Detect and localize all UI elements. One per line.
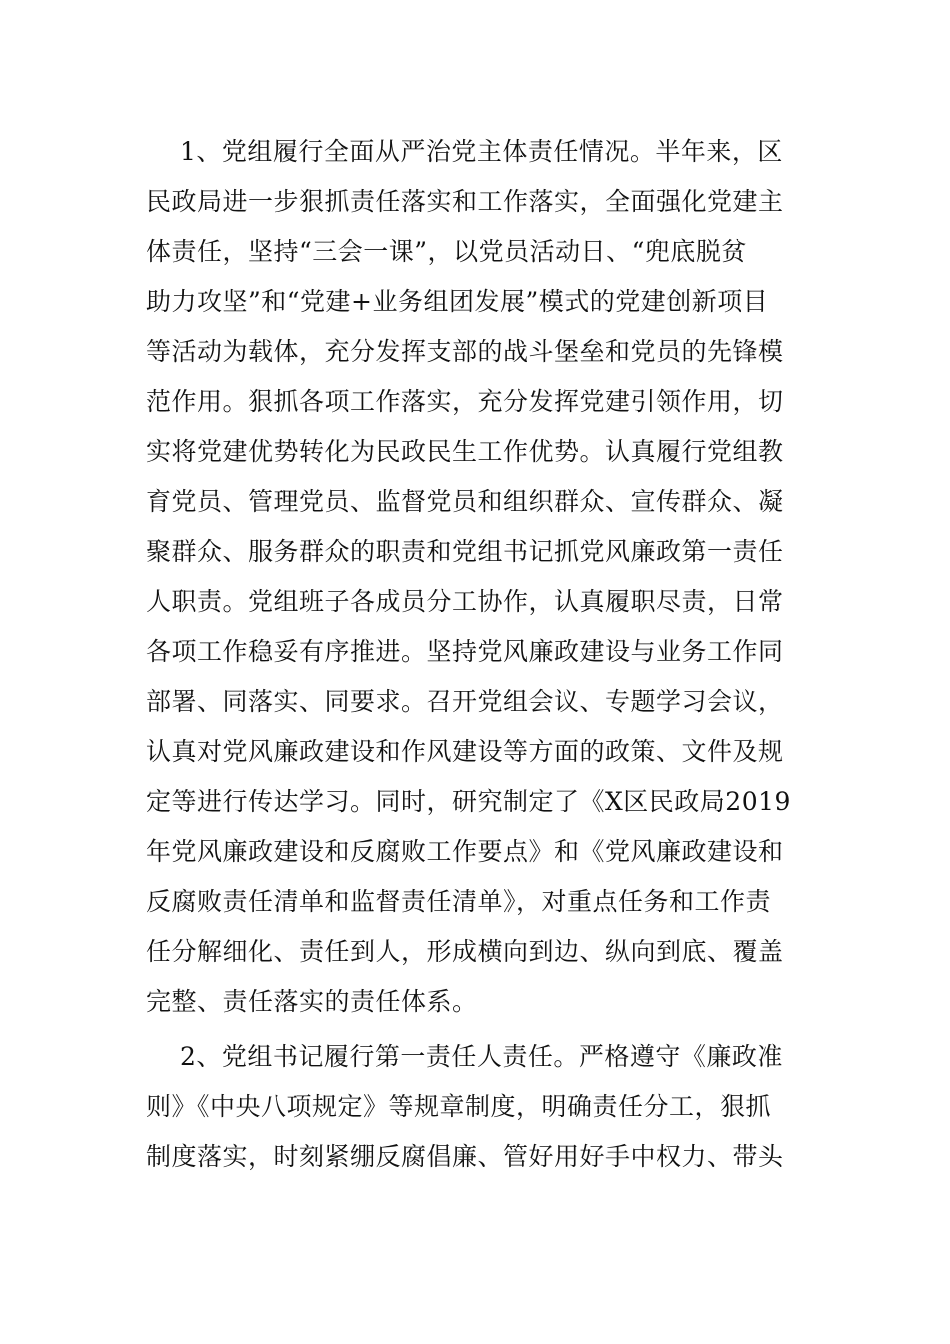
- paragraph-1-line-16: 反腐败责任清单和监督责任清单》，对重点任务和工作责: [146, 887, 772, 916]
- paragraph-2-line-2: 则》《中央八项规定》等规章制度，明确责任分工，狠抓: [146, 1092, 772, 1121]
- paragraph-1-line-10: 人职责。党组班子各成员分工协作，认真履职尽责，日常: [146, 587, 784, 616]
- paragraph-1-line-8: 育党员、管理党员、监督党员和组织群众、宣传群众、凝: [146, 487, 784, 516]
- paragraph-1-line-1: 1、党组履行全面从严治党主体责任情况。半年来，区: [180, 137, 783, 166]
- paragraph-1-line-5: 等活动为载体，充分发挥支部的战斗堡垒和党员的先锋模: [146, 337, 784, 366]
- paragraph-1-line-17: 任分解细化、责任到人，形成横向到边、纵向到底、覆盖: [146, 937, 784, 966]
- paragraph-1-line-4: 助力攻坚”和“党建+业务组团发展”模式的党建创新项目: [146, 287, 769, 316]
- paragraph-1-line-14: 定等进行传达学习。同时，研究制定了《X区民政局2019: [146, 787, 791, 816]
- paragraph-2-line-1: 2、党组书记履行第一责任人责任。严格遵守《廉政准: [180, 1042, 783, 1071]
- paragraph-1-line-9: 聚群众、服务群众的职责和党组书记抓党风廉政第一责任: [146, 537, 784, 566]
- paragraph-1-line-13: 认真对党风廉政建设和作风建设等方面的政策、文件及规: [146, 737, 784, 766]
- paragraph-1-line-18: 完整、责任落实的责任体系。: [146, 987, 478, 1016]
- paragraph-1-line-3: 体责任，坚持“三会一课”，以党员活动日、“兜底脱贫: [146, 237, 747, 266]
- paragraph-1-line-15: 年党风廉政建设和反腐败工作要点》和《党风廉政建设和: [146, 837, 784, 866]
- paragraph-1-line-7: 实将党建优势转化为民政民生工作优势。认真履行党组教: [146, 437, 784, 466]
- paragraph-1-line-12: 部署、同落实、同要求。召开党组会议、专题学习会议，: [146, 687, 784, 716]
- paragraph-1-line-11: 各项工作稳妥有序推进。坚持党风廉政建设与业务工作同: [146, 637, 784, 666]
- paragraph-2-line-3: 制度落实，时刻紧绷反腐倡廉、管好用好手中权力、带头: [146, 1142, 784, 1171]
- paragraph-1-line-2: 民政局进一步狠抓责任落实和工作落实，全面强化党建主: [146, 187, 784, 216]
- paragraph-1-line-6: 范作用。狠抓各项工作落实，充分发挥党建引领作用，切: [146, 387, 784, 416]
